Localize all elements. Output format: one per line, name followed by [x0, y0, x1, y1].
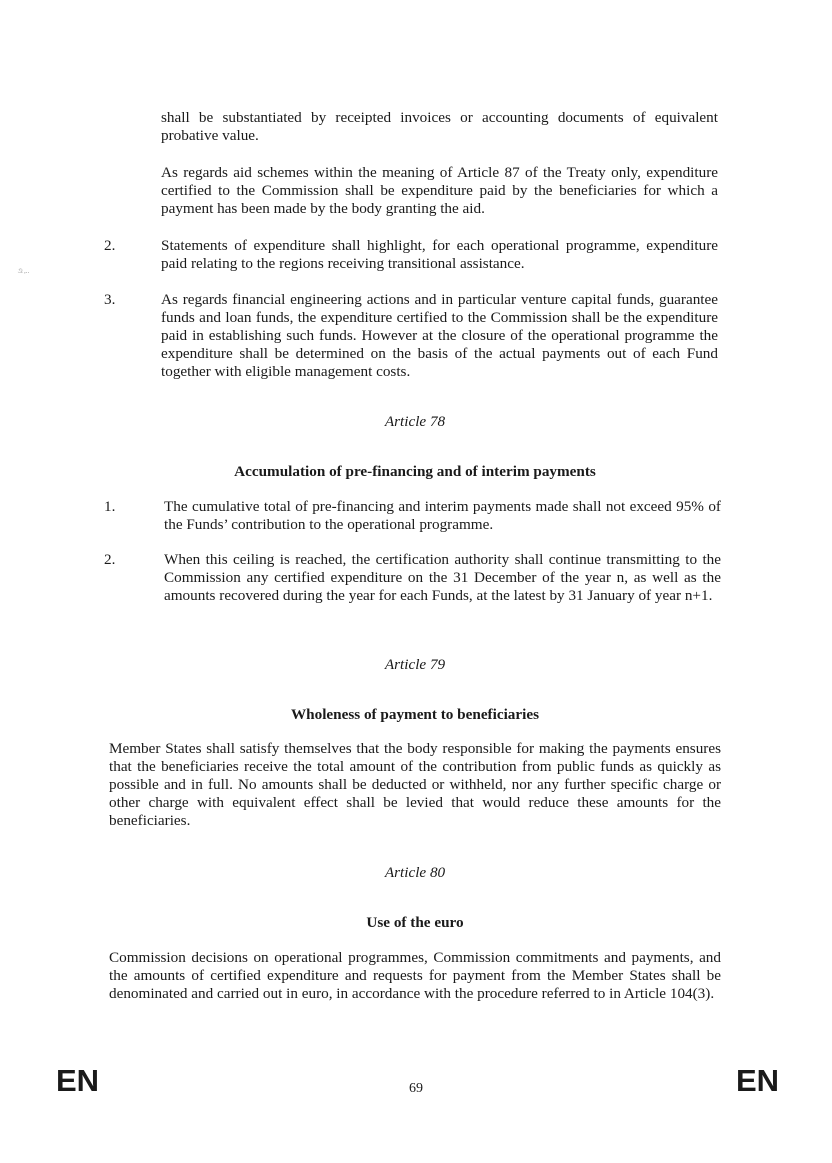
- article-80-heading: Use of the euro: [366, 914, 464, 931]
- page-number: 69: [409, 1081, 423, 1096]
- margin-mark: ࡠ,..: [17, 267, 30, 275]
- item-text: When this ceiling is reached, the certification authority shall continue transmitting to the Commission any certified expenditure on the 31 December of the year n, as well as the amounts recovered during the year for each Funds, at the latest by 31 January of year n+1.: [164, 551, 721, 604]
- footer-lang-right: EN: [736, 1063, 780, 1098]
- article-78-label: Article 78: [384, 413, 446, 430]
- article-79-text: Member States shall satisfy themselves that the body responsible for making the payments ensures that the beneficiaries receive the total amount of the contribution from public funds as quickly as possible and in full. No amounts shall be deducted or withheld, nor any further specific charge or other charge with equivalent effect shall be levied that would reduce these amounts for the beneficiaries.: [109, 740, 721, 829]
- item-number: 1.: [104, 498, 116, 515]
- paragraph-continuation: shall be substantiated by receipted invoices or accounting documents of equivalent probative value.: [161, 109, 718, 144]
- item-number: 2.: [104, 237, 116, 254]
- article-80-label: Article 80: [384, 864, 446, 881]
- item-number: 2.: [104, 551, 116, 568]
- item-text: As regards financial engineering actions and in particular venture capital funds, guarantee funds and loan funds, the expenditure certified to the Commission shall be the expenditure paid in establishing such funds. However at the closure of the operational programme the expenditure shall be determined on the basis of the actual payments out of each Fund together with eligible management costs.: [161, 291, 718, 380]
- paragraph-aid-schemes: As regards aid schemes within the meaning of Article 87 of the Treaty only, expenditure certified to the Commission shall be expenditure paid by the beneficiaries for which a payment has been made by the body granting the aid.: [161, 164, 718, 217]
- article-78-heading: Accumulation of pre-financing and of interim payments: [234, 463, 596, 480]
- item-text: Statements of expenditure shall highlight, for each operational programme, expenditure paid relating to the regions receiving transitional assistance.: [161, 237, 718, 272]
- item-text: The cumulative total of pre-financing and interim payments made shall not exceed 95% of the Funds’ contribution to the operational programme.: [164, 498, 721, 533]
- item-number: 3.: [104, 291, 116, 308]
- article-79-heading: Wholeness of payment to beneficiaries: [290, 706, 540, 723]
- footer-lang-left: EN: [56, 1063, 100, 1098]
- article-79-label: Article 79: [384, 656, 446, 673]
- article-80-text: Commission decisions on operational programmes, Commission commitments and payments, and the amounts of certified expenditure and requests for payment from the Member States shall be denominated and carried out in euro, in accordance with the procedure referred to in Article 104(3).: [109, 949, 721, 1002]
